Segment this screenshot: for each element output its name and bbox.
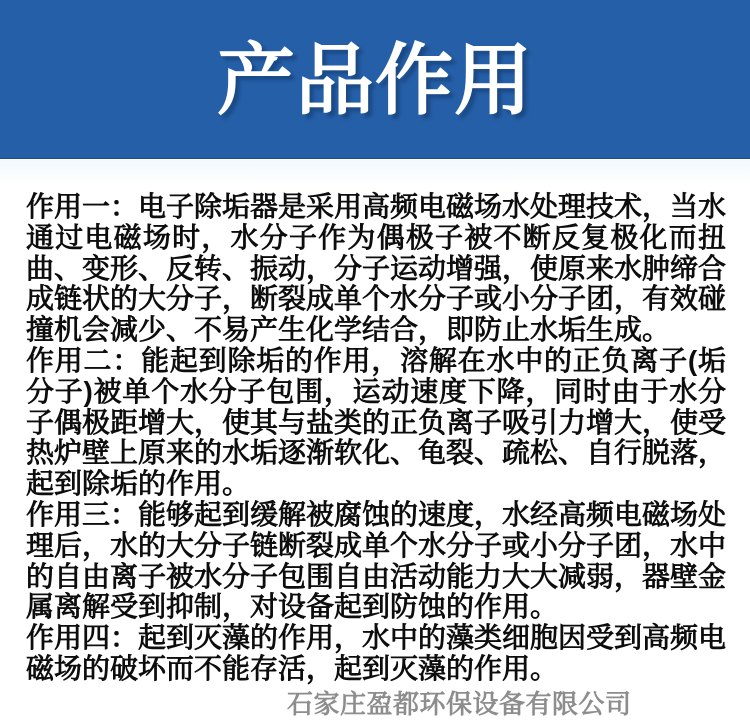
- paragraph-function-1: 作用一：电子除垢器是采用高频电磁场水处理技术，当水通过电磁场时，水分子作为偶极子被不断反复极化而扭曲、变形、反转、振动，分子运动增强，使原来水肿缔合成链状的大分子，断裂成单个水分子或小分子团，有效碰撞机会减少、不易产生化学结合，即防止水垢生成。: [26, 191, 727, 346]
- watermark-company-name: 石家庄盈都环保设备有限公司: [287, 689, 632, 719]
- page-title: 产品作用: [216, 36, 533, 124]
- body-text-block: [26, 192, 726, 685]
- paragraph-function-3: 作用三：能够起到缓解被腐蚀的速度，水经高频电磁场处理后，水的大分子链断裂成单个水分子或小分子团，水中的自由离子被水分子包围自由活动能力大大减弱，器壁金属离解受到抑制，对设备起到防蚀的作用。: [26, 498, 727, 623]
- paragraph-function-4: 作用四：起到灭藻的作用，水中的藻类细胞因受到高频电磁场的破坏而不能存活，起到灭藻的作用。: [26, 622, 727, 684]
- banner-bottom-fade: [0, 160, 750, 186]
- banner-header: [0, 0, 750, 159]
- paragraph-function-2: 作用二：能起到除垢的作用，溶解在水中的正负离子(垢分子)被单个水分子包围，运动速度下降，同时由于水分子偶极距增大，使其与盐类的正负离子吸引力增大，使受热炉壁上原来的水垢逐渐软化、龟裂、疏松、自行脱落，起到除垢的作用。: [26, 344, 727, 500]
